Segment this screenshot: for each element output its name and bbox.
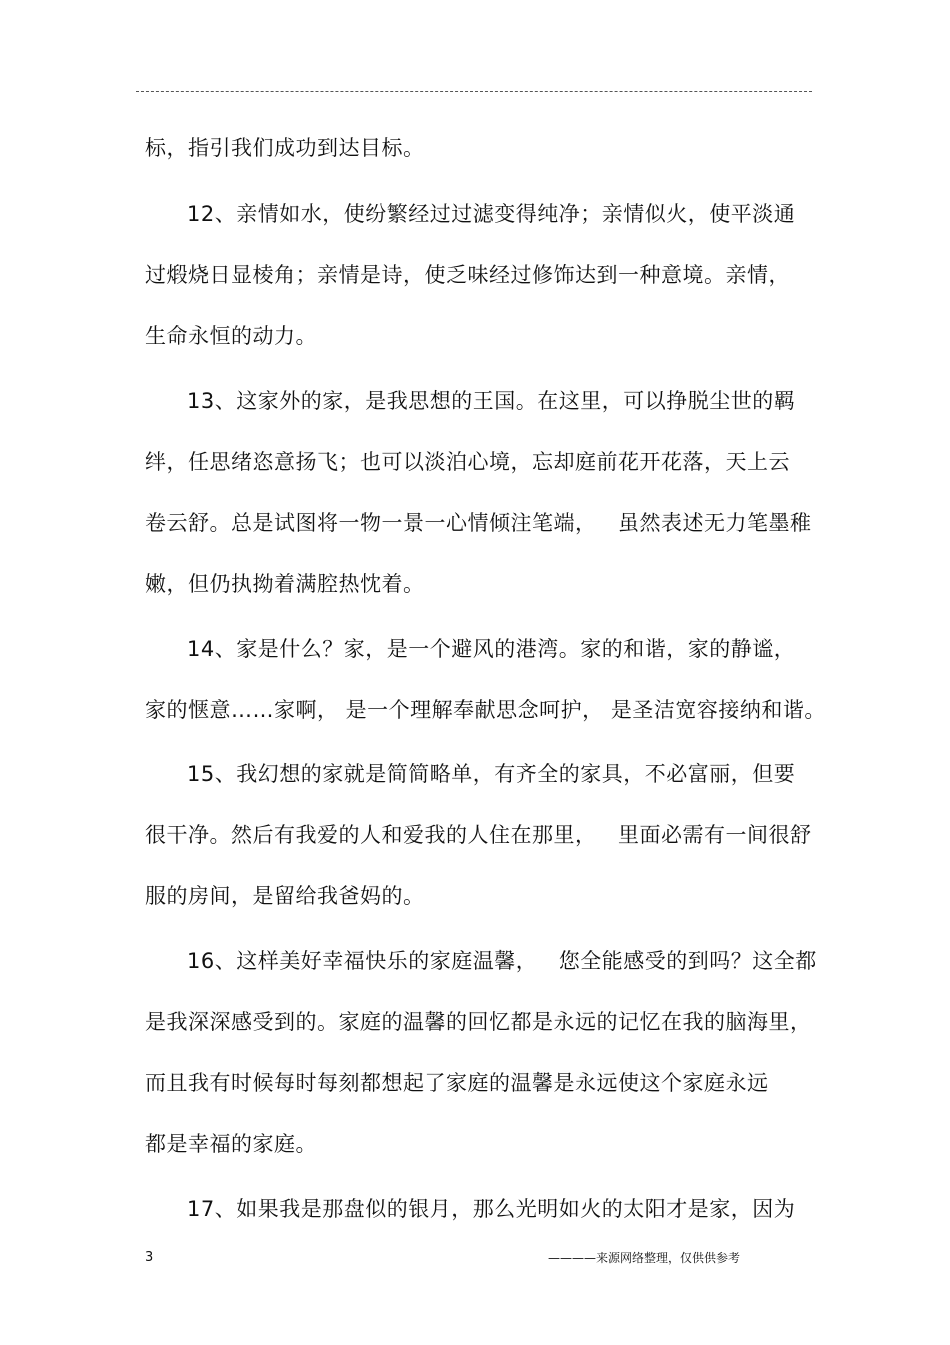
text-line: 嫩，但仍执拗着满腔热忱着。 xyxy=(145,572,425,596)
paragraph-17-line: 17、如果我是那盘似的银月，那么光明如火的太阳才是家，因为 xyxy=(187,1197,796,1221)
text-line: 标，指引我们成功到达目标。 xyxy=(145,136,425,160)
paragraph-14-line: 14、家是什么？家，是一个避风的港湾。家的和谐，家的静谧， xyxy=(187,637,796,661)
text-line: 服的房间，是留给我爸妈的。 xyxy=(145,884,425,908)
page-number: 3 xyxy=(145,1250,154,1265)
text-line: 家的惬意……家啊， 是一个理解奉献思念呵护， 是圣洁宽容接纳和谐。 xyxy=(145,698,826,722)
text-line: 都是幸福的家庭。 xyxy=(145,1132,317,1156)
paragraph-13-line: 13、这家外的家，是我思想的王国。在这里，可以挣脱尘世的羁 xyxy=(187,389,796,413)
text-line: 是我深深感受到的。家庭的温馨的回忆都是永远的记忆在我的脑海里， xyxy=(145,1010,812,1034)
text-line: 过煅烧日显棱角；亲情是诗，使乏味经过修饰达到一种意境。亲情， xyxy=(145,263,790,287)
text-line: 卷云舒。总是试图将一物一景一心情倾注笔端， 虽然表述无力笔墨稚 xyxy=(145,511,812,535)
header-divider xyxy=(136,91,812,92)
paragraph-15-line: 15、我幻想的家就是简简略单，有齐全的家具，不必富丽，但要 xyxy=(187,762,796,786)
footer-source-note: ————来源网络整理，仅供供参考 xyxy=(548,1251,741,1265)
paragraph-12-line: 12、亲情如水，使纷繁经过过滤变得纯净；亲情似火，使平淡通 xyxy=(187,202,796,226)
text-line: 而且我有时候每时每刻都想起了家庭的温馨是永远使这个家庭永远 xyxy=(145,1071,769,1095)
text-line: 生命永恒的动力。 xyxy=(145,324,317,348)
paragraph-16-line: 16、这样美好幸福快乐的家庭温馨， 您全能感受的到吗？这全都 xyxy=(187,949,817,973)
text-line: 很干净。然后有我爱的人和爱我的人住在那里， 里面必需有一间很舒 xyxy=(145,823,812,847)
text-line: 绊，任思绪恣意扬飞；也可以淡泊心境，忘却庭前花开花落，天上云 xyxy=(145,450,790,474)
